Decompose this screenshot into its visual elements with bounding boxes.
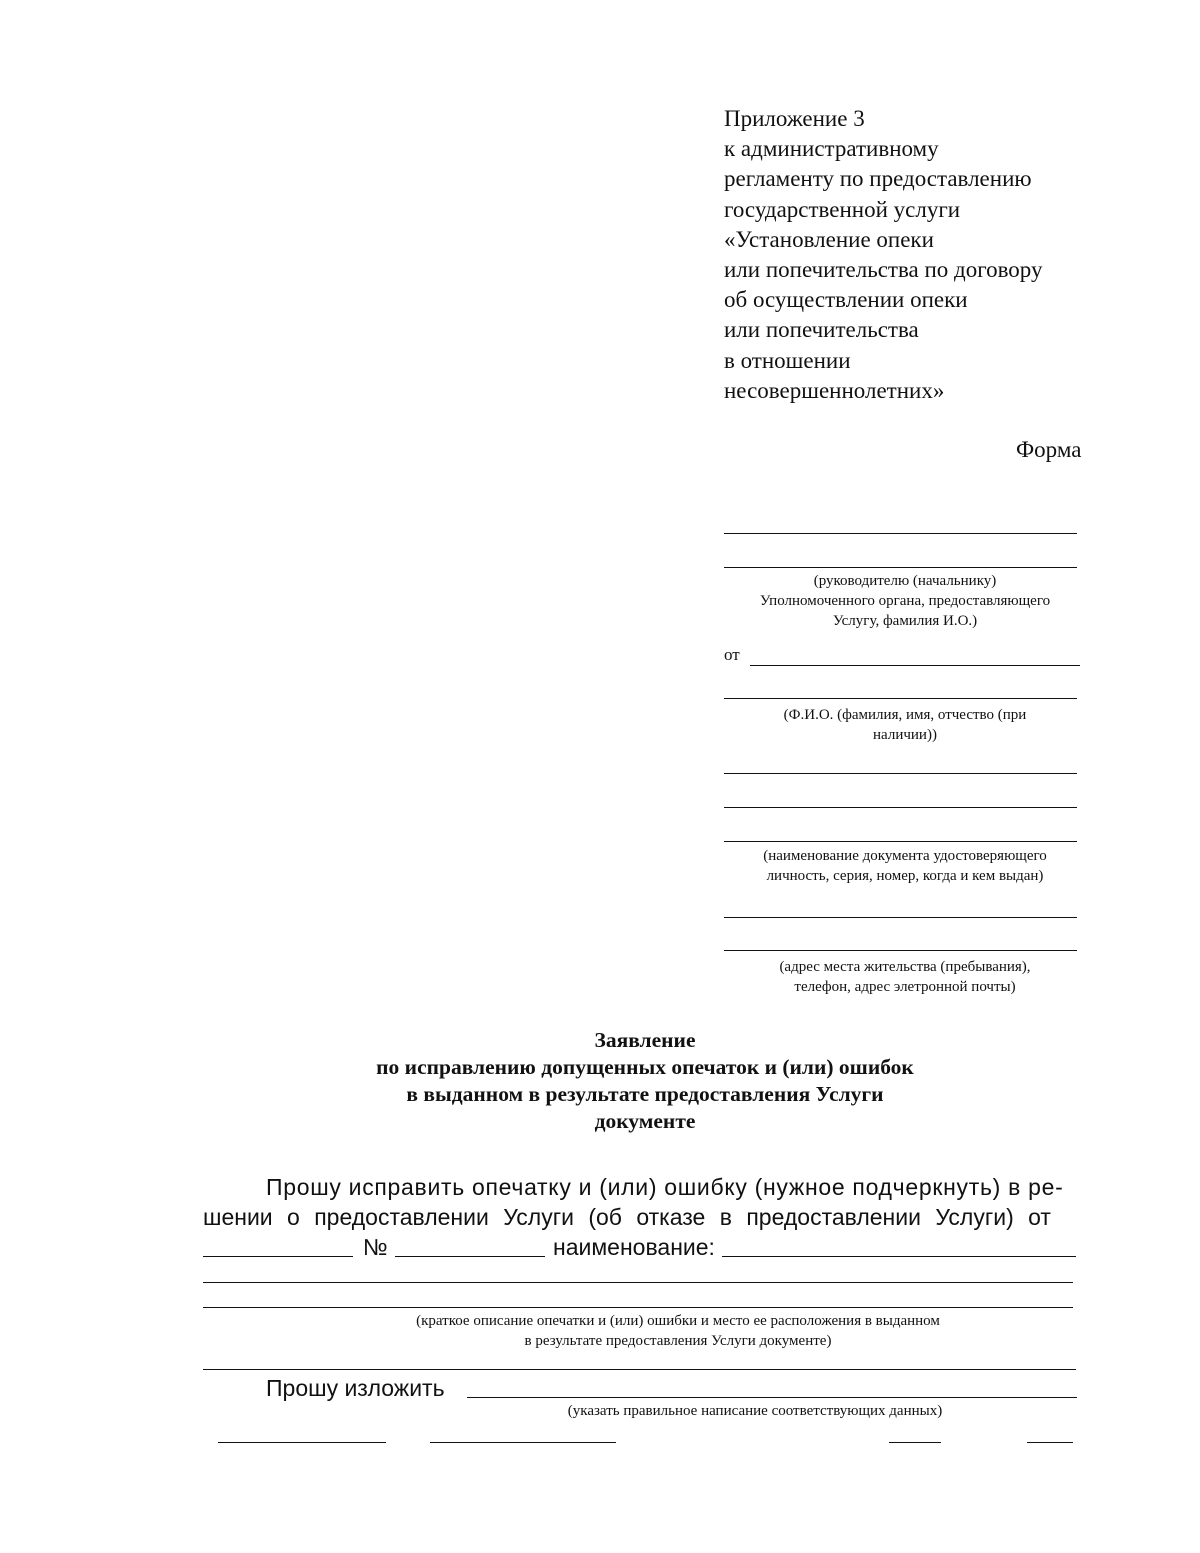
extra-field-line[interactable] [1027, 1442, 1073, 1443]
decision-name-field[interactable] [722, 1256, 1076, 1257]
error-caption: (краткое описание опечатки и (или) ошибки и место ее расположения в выданном в результате предоставления Услуги документе) [416, 1313, 940, 1349]
address-caption: (адрес места жительства (пребывания), телефон, адрес элетронной почты) [779, 959, 1031, 995]
appendix-line: или попечительства по договору [724, 257, 1043, 283]
from-field-line[interactable] [750, 665, 1080, 666]
appendix-line: Приложение 3 [724, 106, 865, 131]
appendix-block [724, 104, 1104, 406]
error-description-line-3[interactable] [203, 1369, 1076, 1370]
initials-field-line[interactable] [889, 1442, 941, 1443]
address-field-line-1[interactable] [724, 917, 1077, 918]
decision-number-field[interactable] [395, 1256, 545, 1257]
appendix-line: или попечительства [724, 317, 919, 343]
appendix-line: в отношении [724, 347, 851, 373]
appendix-line: регламенту по предоставлению [724, 166, 1032, 192]
request-text-line-2: шении о предоставлении Услуги (об отказе в предоставлении Услуги) от [203, 1204, 1051, 1230]
from-label: от [724, 645, 740, 664]
recipient-field-line-2[interactable] [724, 567, 1077, 568]
request-text-line-1: Прошу исправить опечатку и (или) ошибку (нужное подчеркнуть) в ре- [266, 1174, 1064, 1200]
recipient-caption: (руководителю (начальнику) Уполномоченного органа, предоставляющего Услугу, фамилия И.О.) [759, 573, 1051, 629]
fio-field-line[interactable] [724, 698, 1077, 699]
appendix-line: «Установление опеки [724, 226, 934, 252]
id-doc-field-line-2[interactable] [724, 807, 1077, 808]
appendix-line: государственной услуги [724, 196, 961, 222]
id-doc-field-line-1[interactable] [724, 773, 1077, 774]
date-field-line[interactable] [218, 1442, 386, 1443]
signature-field-line[interactable] [430, 1442, 616, 1443]
error-description-line-1[interactable] [203, 1282, 1073, 1283]
decision-date-field[interactable] [203, 1256, 353, 1257]
state-label: Прошу изложить [266, 1375, 445, 1401]
form-label: Форма [1016, 437, 1082, 462]
appendix-line: об осуществлении опеки [724, 287, 968, 313]
address-field-line-2[interactable] [724, 950, 1077, 951]
error-description-line-2[interactable] [203, 1307, 1073, 1308]
appendix-line: несовершеннолетних» [724, 377, 945, 403]
correct-text-field[interactable] [467, 1397, 1077, 1398]
number-sign: № [363, 1234, 388, 1260]
document-title: Заявление по исправлению допущенных опечаток и (или) ошибок в выданном в результате предоставления Услуги документе [376, 1028, 914, 1133]
id-doc-field-line-3[interactable] [724, 841, 1077, 842]
fio-caption: (Ф.И.О. (фамилия, имя, отчество (при наличии)) [783, 707, 1027, 743]
recipient-field-line-1[interactable] [724, 533, 1077, 534]
name-label: наименование: [553, 1234, 715, 1260]
appendix-line: к административному [724, 136, 939, 162]
id-doc-caption: (наименование документа удостоверяющего личность, серия, номер, когда и кем выдан) [763, 848, 1047, 884]
correct-text-caption: (указать правильное написание соответствующих данных) [567, 1403, 943, 1419]
